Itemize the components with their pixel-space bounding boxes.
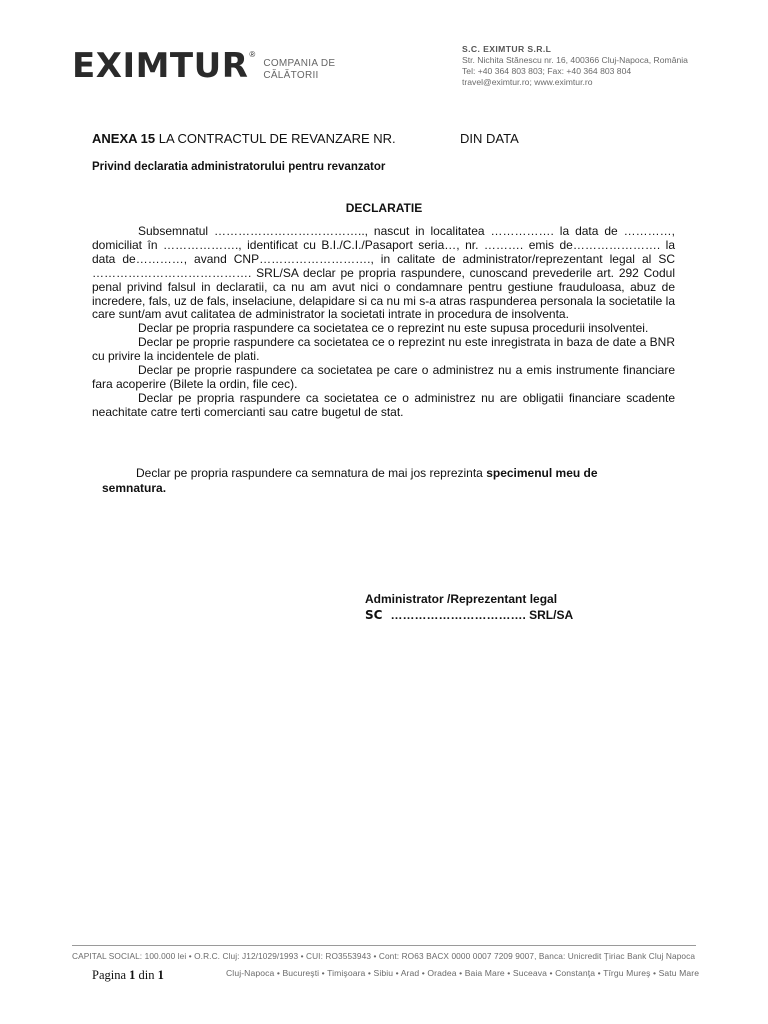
specimen-line-2 <box>92 481 675 496</box>
company-contact: travel@eximtur.ro; www.eximtur.ro <box>462 77 593 87</box>
document-title: DECLARATIE <box>345 201 423 215</box>
declaration-paragraph: Declar pe propria raspundere ca societatea ce o reprezint nu este supusa procedurii insolventei. <box>138 321 649 336</box>
signature-company-placeholder: ……………………………. SRL/SA <box>390 608 574 622</box>
tagline-line-2: CĂLĂTORII <box>263 70 319 81</box>
eximtur-logo <box>72 46 335 86</box>
declaration-body <box>92 225 675 420</box>
declaration-paragraph: Subsemnatul ……………………………….., nascut in localitatea ……………. la data de …………, domiciliat în ………………., identificat cu B.I./C.I./Pasaport seria…, nr. ………. emis de…………………. la data de…………, avand CNP………………………., in calitate de administrator/reprezentant legal al SC …………………………………. SRL/SA declar pe propria raspundere, cunoscand prevederile art. 292 Codul penal privind falsul in declaratii, ca nu am avut nici o condamnare pentru gestiune frauduloasa, abuz de incredere, fals, uz de fals, inselaciune, delapidare si ca nu mi s-a atras raspunderea personala la societatile la care sunt/am avut calitatea de administrator la societati intrate in procedura de insolventa. <box>92 224 675 322</box>
page-total: 1 <box>157 968 164 982</box>
company-address: Str. Nichita Stănescu nr. 16, 400366 Cluj-Napoca, România <box>462 55 688 65</box>
signature-block <box>365 592 573 623</box>
specimen-text: Declar pe propria raspundere ca semnatura de mai jos reprezinta <box>136 466 487 480</box>
page-current: 1 <box>129 968 136 982</box>
signature-title: Administrator /Reprezentant legal <box>365 592 558 606</box>
declaration-paragraph: Declar pe proprie raspundere ca societatea pe care o administrez nu a emis instrumente financiare fara acoperire (Bilete la ordin, file cec). <box>92 363 675 391</box>
declaration-paragraph: Declar pe propria raspundere ca societatea ce o administrez nu are obligatii financiare scadente neachitate catre terti comercianti sau catre bugetul de stat. <box>92 390 675 419</box>
footer-capital-info: CAPITAL SOCIAL: 100.000 lei • O.R.C. Cluj: J12/1029/1993 • CUI: RO3553943 • Cont: RO63 BACX 0000 0007 7209 9007, Banca: Unicredit Ţiriac Bank Cluj Napoca <box>72 951 696 961</box>
specimen-bold-1: specimenul meu de <box>486 466 598 480</box>
anexa-line <box>92 131 692 146</box>
anexa-number: ANEXA 15 <box>92 131 156 146</box>
document-subtitle: Privind declaratia administratorului pentru revanzator <box>92 161 386 173</box>
company-name: S.C. EXIMTUR S.R.L <box>462 44 552 54</box>
din-data-label: DIN DATA <box>460 131 519 146</box>
footer-divider <box>72 945 696 946</box>
specimen-bold-2: semnatura. <box>102 481 167 495</box>
signature-sc: SC <box>365 608 383 622</box>
anexa-contract-label: LA CONTRACTUL DE REVANZARE NR. <box>155 131 396 146</box>
footer-cities: Cluj-Napoca • Bucureşti • Timişoara • Sibiu • Arad • Oradea • Baia Mare • Suceava • Constanţa • Tîrgu Mureş • Satu Mare <box>226 968 700 978</box>
signature-company-line <box>365 608 573 623</box>
logo-tagline <box>263 58 335 82</box>
tagline-line-1: COMPANIA DE <box>263 58 336 69</box>
specimen-statement <box>92 466 675 496</box>
page-word: Pagina <box>92 968 130 982</box>
page-number <box>92 968 164 983</box>
specimen-line <box>92 466 675 481</box>
company-info <box>462 44 688 88</box>
page-of: din <box>135 968 158 982</box>
logo-wordmark: EXIMTUR <box>72 46 249 86</box>
company-phone: Tel: +40 364 803 803; Fax: +40 364 803 804 <box>462 66 632 76</box>
declaration-paragraph: Declar pe proprie raspundere ca societatea ce o reprezint nu este inregistrata in baza de date a BNR cu privire la incidentele de plati. <box>92 335 675 364</box>
logo-registered-mark: ® <box>249 50 256 59</box>
